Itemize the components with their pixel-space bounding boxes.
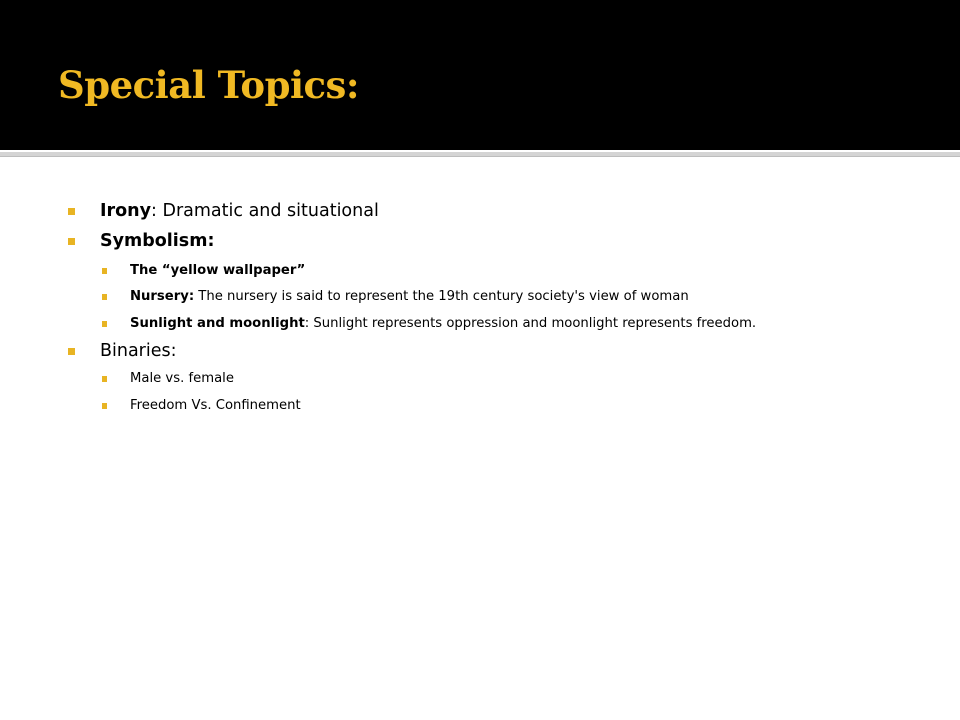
subbullet-detail: : Sunlight represents oppression and moonlight represents freedom. [304,316,757,331]
subbullet-text [130,288,689,306]
subbullet-detail: Freedom Vs. Confinement [130,398,301,413]
bullet-detail: : [170,341,177,361]
subbullet-text [130,315,756,333]
subbullet-text [130,397,301,415]
bullet-detail: : Dramatic and situational [151,201,379,221]
small-square-bullet-icon [102,376,107,382]
subbullet-detail: Male vs. female [130,371,234,386]
subbullet-term: The “yellow wallpaper” [130,263,306,278]
subbullet-text [130,370,234,388]
subbullet-term: Nursery: [130,289,195,304]
bullet-text [100,199,379,223]
subbullet-text [130,262,305,280]
subbullet-term: Sunlight and moonlight [130,316,305,331]
bullet-text [100,339,177,363]
bullet-term: Binaries [100,341,171,361]
bullet-term: Symbolism: [100,231,215,251]
square-bullet-icon [68,238,75,245]
small-square-bullet-icon [102,294,107,300]
small-square-bullet-icon [102,268,107,274]
square-bullet-icon [68,348,75,355]
small-square-bullet-icon [102,403,107,409]
small-square-bullet-icon [102,321,107,327]
title-divider [0,152,960,157]
square-bullet-icon [68,208,75,215]
slide-title: Special Topics: [58,63,360,107]
subbullet-detail: The nursery is said to represent the 19th century society's view of woman [194,289,689,304]
bullet-term: Irony [100,201,152,221]
bullet-text [100,229,214,253]
